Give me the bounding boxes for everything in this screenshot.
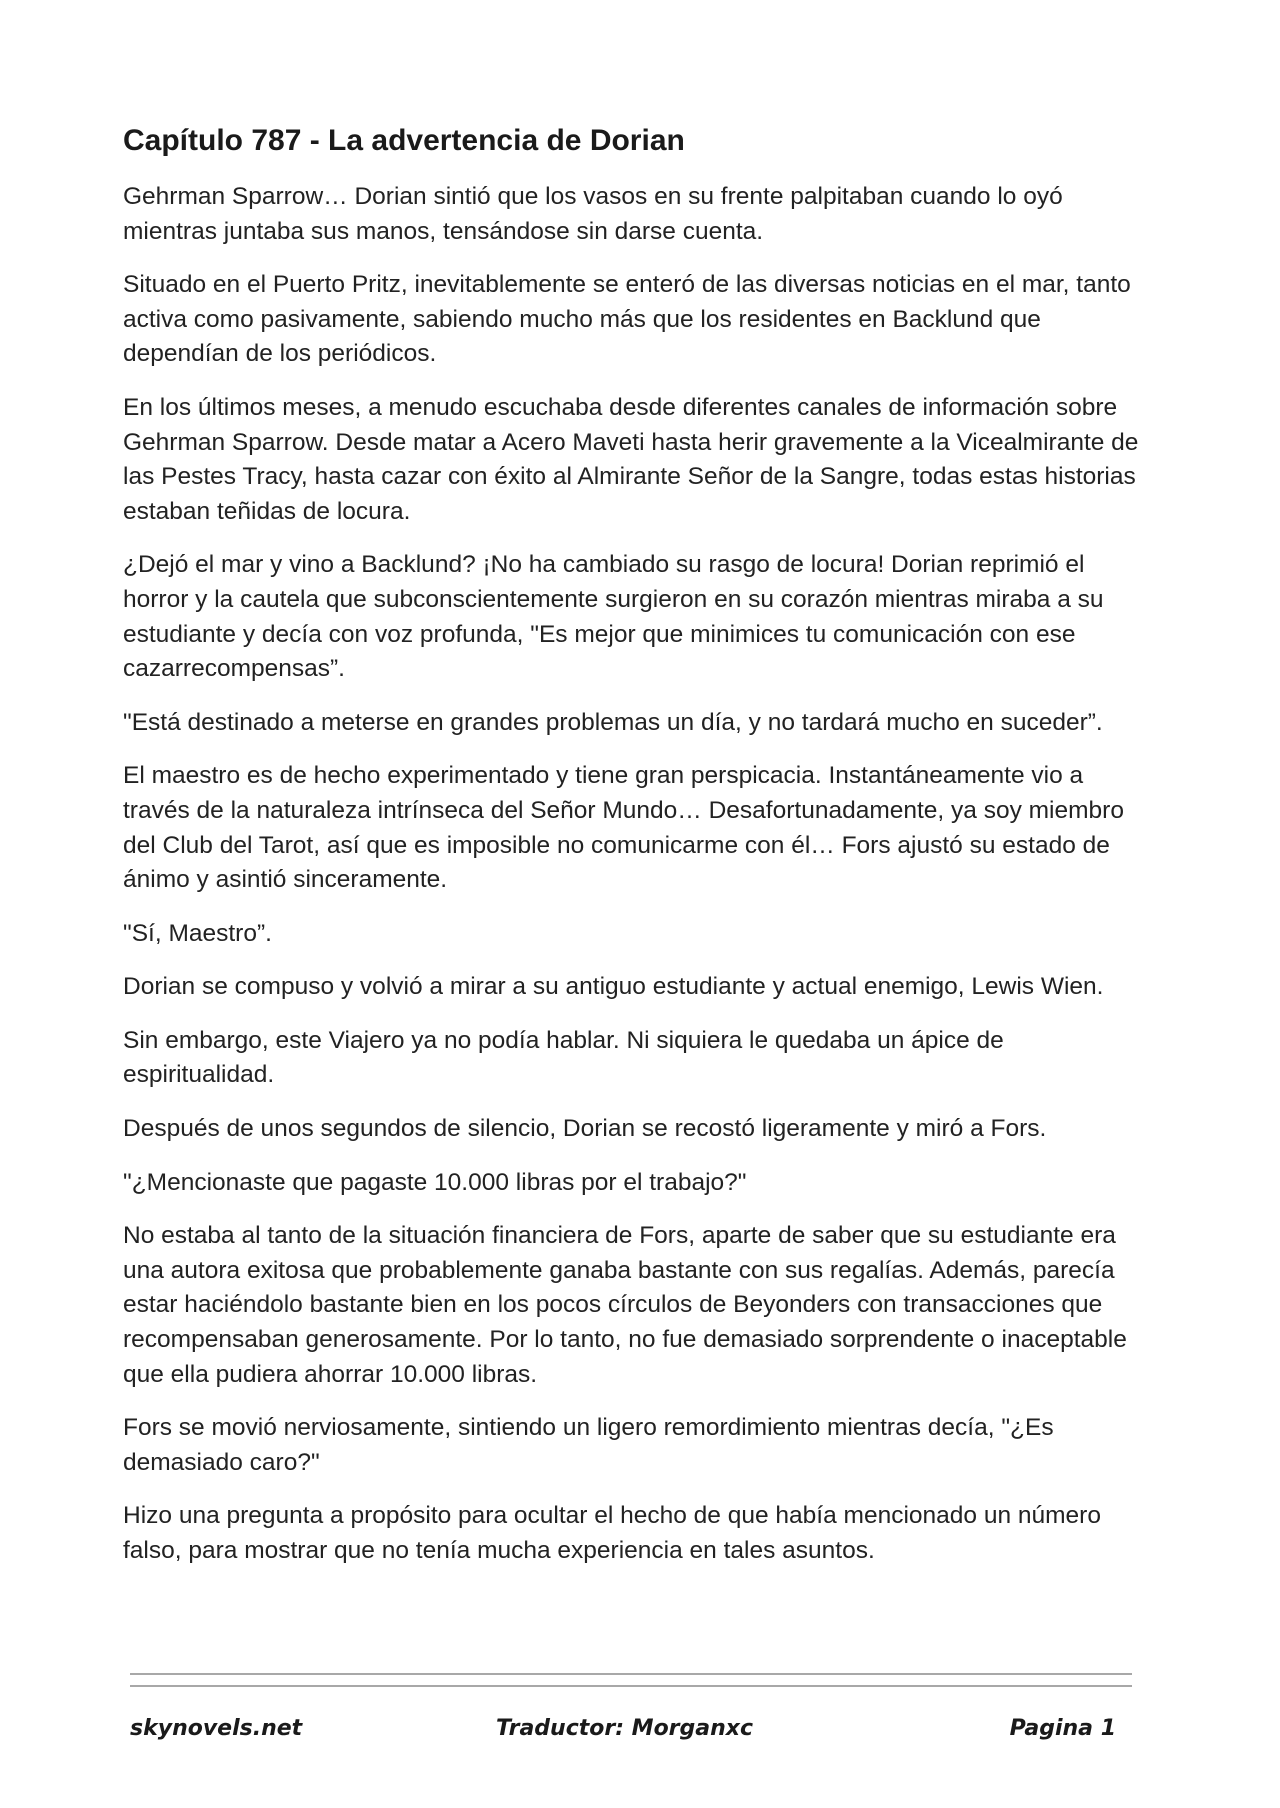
paragraph: "Está destinado a meterse en grandes problemas un día, y no tardará mucho en suceder”. — [123, 708, 1103, 736]
footer-translator: Traductor: Morganxc — [496, 1716, 754, 1741]
paragraph: Después de unos segundos de silencio, Dorian se recostó ligeramente y miró a Fors. — [123, 1115, 1047, 1143]
paragraph: En los últimos meses, a menudo escuchaba desde diferentes canales de información sobre Gehrman Sparrow. Desde matar a Acero Maveti hasta herir gravemente a la Vicealmirante de las Pestes Tracy, hasta cazar con éxito al Almirante Señor de la Sangre, todas estas historias estaban teñidas de locura. — [123, 393, 1139, 525]
document-body — [123, 118, 1143, 1588]
paragraph: El maestro es de hecho experimentado y tiene gran perspicacia. Instantáneamente vio a través de la naturaleza intrínseca del Señor Mundo… Desafortunadamente, ya soy miembro del Club del Tarot, así que es imposible no comunicarme con él… Fors ajustó su estado de ánimo y asintió sinceramente. — [123, 762, 1124, 894]
footer-site: skynovels.net — [130, 1716, 303, 1741]
paragraph: "Sí, Maestro”. — [123, 919, 272, 947]
footer-page-number: Pagina 1 — [1009, 1716, 1116, 1741]
paragraph: Sin embargo, este Viajero ya no podía hablar. Ni siquiera le quedaba un ápice de espiritualidad. — [123, 1026, 1004, 1089]
footer-divider-top — [130, 1673, 1132, 1675]
paragraph: No estaba al tanto de la situación financiera de Fors, aparte de saber que su estudiante era una autora exitosa que probablemente ganaba bastante con sus regalías. Además, parecía estar haciéndolo bastante bien en los pocos círculos de Beyonders con transacciones que recompensaban generosamente. Por lo tanto, no fue demasiado sorprendente o inaceptable que ella pudiera ahorrar 10.000 libras. — [123, 1222, 1127, 1388]
paragraph: "¿Mencionaste que pagaste 10.000 libras por el trabajo?" — [123, 1168, 747, 1196]
paragraph: ¿Dejó el mar y vino a Backlund? ¡No ha cambiado su rasgo de locura! Dorian reprimió el horror y la cautela que subconscientemente surgieron en su corazón mientras miraba a su estudiante y decía con voz profunda, "Es mejor que minimices tu comunicación con ese cazarrecompensas”. — [123, 551, 1104, 683]
chapter-title: Capítulo 787 - La advertencia de Dorian — [123, 124, 685, 157]
paragraph: Dorian se compuso y volvió a mirar a su antiguo estudiante y actual enemigo, Lewis Wien. — [123, 973, 1104, 1001]
paragraph: Gehrman Sparrow… Dorian sintió que los vasos en su frente palpitaban cuando lo oyó mientras juntaba sus manos, tensándose sin darse cuenta. — [123, 183, 1063, 245]
paragraph: Situado en el Puerto Pritz, inevitablemente se enteró de las diversas noticias en el mar, tanto activa como pasivamente, sabiendo mucho más que los residentes en Backlund que dependían de los periódicos. — [123, 271, 1131, 368]
footer-divider-bottom — [130, 1685, 1132, 1687]
paragraph: Hizo una pregunta a propósito para ocultar el hecho de que había mencionado un número falso, para mostrar que no tenía mucha experiencia en tales asuntos. — [123, 1502, 1101, 1564]
paragraph: Fors se movió nerviosamente, sintiendo un ligero remordimiento mientras decía, "¿Es demasiado caro?" — [123, 1414, 1054, 1476]
